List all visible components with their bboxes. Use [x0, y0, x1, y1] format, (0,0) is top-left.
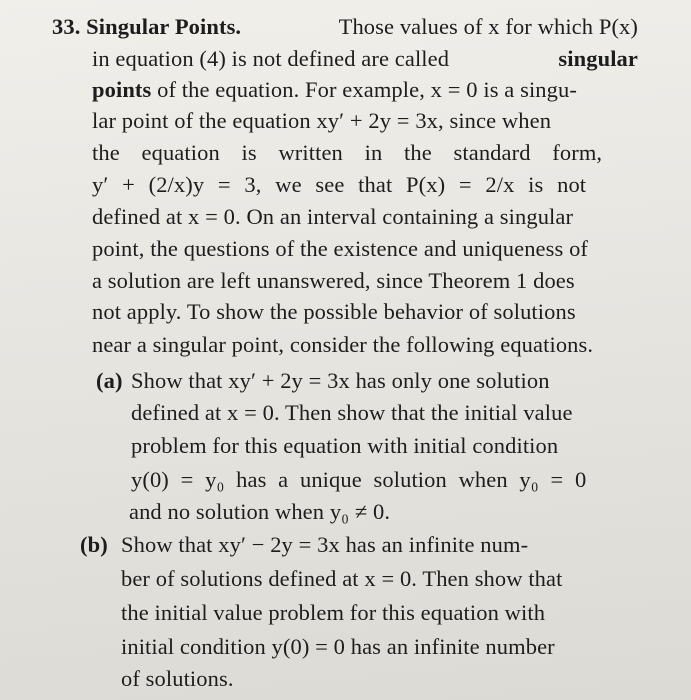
part-b-line-3: the initial value problem for this equation with	[121, 600, 546, 625]
intro-line-8: point, the questions of the existence and uniqueness of	[92, 236, 589, 261]
part-a-label: (a)	[96, 368, 123, 393]
intro-line-5: the equation is written in the standard form,	[92, 140, 603, 165]
intro-line-11: near a singular point, consider the following equations.	[92, 332, 594, 357]
part-b-line-5: of solutions.	[121, 666, 234, 691]
part-a-line-3: problem for this equation with initial condition	[131, 433, 559, 458]
intro-line-3-row	[92, 75, 577, 105]
part-a-line-5: and no solution when y₀ ≠ 0.	[129, 499, 391, 524]
part-b-line-2: ber of solutions defined at x = 0. Then show that	[121, 566, 563, 591]
problem-number: 33.	[52, 14, 81, 39]
part-b-line-4: initial condition y(0) = 0 has an infinite number	[121, 634, 555, 659]
intro-line-2: in equation (4) is not defined are called	[92, 46, 450, 71]
problem-header-line	[52, 12, 638, 42]
intro-line-4: lar point of the equation xy′ + 2y = 3x, since when	[92, 108, 552, 133]
part-a-line-1: Show that xy′ + 2y = 3x has only one solution	[131, 368, 550, 393]
part-b-label: (b)	[80, 532, 108, 557]
intro-line-6: y′ + (2/x)y = 3, we see that P(x) = 2/x is not	[92, 172, 587, 197]
part-a-line-2: defined at x = 0. Then show that the initial value	[131, 400, 573, 425]
intro-line-1: Those values of x for which P(x)	[338, 14, 638, 39]
problem-title: Singular Points.	[86, 14, 242, 39]
part-b-line-1: Show that xy′ − 2y = 3x has an infinite num-	[121, 532, 529, 557]
singular-term: singular	[558, 46, 638, 71]
points-term: points	[92, 77, 152, 102]
part-a-line-4: y(0) = y₀ has a unique solution when y₀ = 0	[131, 467, 587, 492]
intro-line-10: not apply. To show the possible behavior of solutions	[92, 299, 576, 324]
intro-line-2-row	[92, 44, 638, 74]
intro-line-3: of the equation. For example, x = 0 is a singu-	[157, 77, 577, 102]
intro-line-7: defined at x = 0. On an interval containing a singular	[92, 204, 574, 229]
intro-line-9: a solution are left unanswered, since Theorem 1 does	[92, 268, 575, 293]
